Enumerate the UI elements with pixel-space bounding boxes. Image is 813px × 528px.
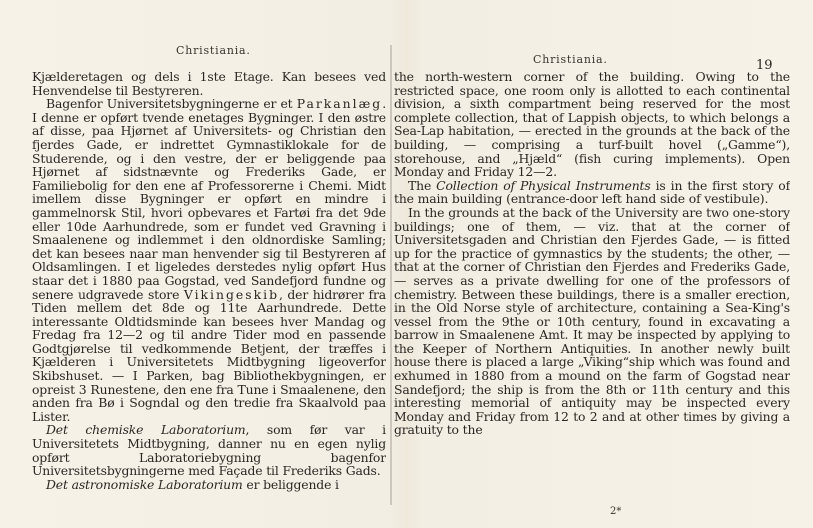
spaced-term: Parkanlæg: [296, 96, 383, 112]
right-running-head: Christiania.: [533, 53, 608, 66]
italic-heading: Collection of Physical Instruments: [436, 177, 651, 193]
text-run: , som før var i Universitetets Midtbygning, danner nu en egen nylig opført Laboratoriebygning bagenfor Universitetsbygningerne med Façade til Frederiks Gads.: [32, 422, 386, 479]
text-run: . I denne er opført tvende enetages Bygninger. I den østre af disse, paa Hjørnet af Universitets- og Christian den fjerdes Gade, er indrettet Gymnastiklokale for de Studerende, og i den vestre, der er beliggende paa Hjørnet af sidstnævnte og Frederiks Gade, er Familiebolig for den ene af Professorerne i Chemi. Midt imellem disse Bygninger er opført en mindre i gammelnorsk Stil, hvori opbevares et Fartøi fra det 9de eller 10de Aarhundrede, som er fundet ved Gravning i Smaalenene og indlemmet i den oldnordiske Samling; det kan besees naar man henvender sig til Bestyreren af Oldsamlingen. I et ligeledes derstedes nylig opført Hus staar det i 1880 paa Gogstad, ved Sandefjord fundne og senere udgravede store: [32, 96, 386, 302]
signature-mark: 2*: [610, 506, 622, 517]
text-run: The: [408, 177, 437, 193]
text-run: is in the first story of the main building (entrance-door left hand side of vestibule).: [394, 177, 790, 207]
italic-heading: Det chemiske Laboratorium: [46, 422, 246, 438]
spaced-term: Vikingeskib: [183, 286, 280, 302]
paragraph: [32, 97, 386, 423]
text-run: er beliggende i: [242, 476, 339, 492]
paragraph: [394, 179, 790, 206]
left-running-head: Christiania.: [176, 44, 251, 57]
page-gutter: [390, 45, 392, 505]
paragraph: [32, 423, 386, 477]
right-text-column: [394, 70, 790, 500]
paragraph: In the grounds at the back of the University are two one-story buildings; one of them, — viz. that at the corner of Universitetsgaden and Christian den Fjerdes Gade, — is fitted up for the practice of gymnastics by the students; the other, — that at the corner of Christian den Fjerdes and Frederiks Gade, — serves as a private dwelling for one of the professors of chemistry. Between these buildings, there is a smaller erection, in the Old Norse style of architecture, containing a Sea-King's vessel from the 9the or 10th century, found in excavating a barrow in Smaalenene Amt. It may be inspected by applying to the Keeper of Northern Antiquities. In another newly built house there is placed a large „Viking“ship which was found and exhumed in 1880 from a mound on the farm of Gogstad near Sandefjord; the ship is from the 8th or 11th century and this interesting memorial of antiquity may be inspected every Monday and Friday from 12 to 2 and at other times by giving a gratuity to the: [394, 204, 790, 438]
paragraph: [32, 478, 386, 492]
text-run: , der hidrører fra Tiden mellem det 8de og 11te Aarhundrede. Dette interessante Oldtidsminde kan besees hver Mandag og Fredag fra 12—2 og til andre Tider mod en passende Godtgjørelse til vedkommende Betjent, der træffes i Kjælderen i Universitetets Midtbygning ligeoverfor Skibshuset. — I Parken, bag Bibliothekbygningen, er opreist 3 Runestene, den ene fra Tune i Smaalenene, den anden fra Bø i Sogndal og den tredie fra Skaalvold paa Lister.: [32, 286, 386, 424]
paragraph: Kjælderetagen og dels i 1ste Etage. Kan besees ved Henvendelse til Bestyreren.: [32, 70, 386, 98]
italic-heading: Det astronomiske Laboratorium: [46, 476, 243, 492]
page-number: 19: [756, 58, 773, 73]
left-text-column: [32, 70, 386, 500]
paragraph: the north-western corner of the building. Owing to the restricted space, one room only is allotted to each continental division, a sixth compartment being reserved for the most complete collection, that of Lappish objects, to which belongs a Sea-Lap habitation, — erected in the grounds at the back of the building, — comprising a turf-built hovel („Gamme“), storehouse, and „Hjæld“ (fish curing implements). Open Monday and Friday 12—2.: [394, 70, 790, 180]
text-run: Bagenfor Universitetsbygningerne er et: [46, 96, 297, 112]
